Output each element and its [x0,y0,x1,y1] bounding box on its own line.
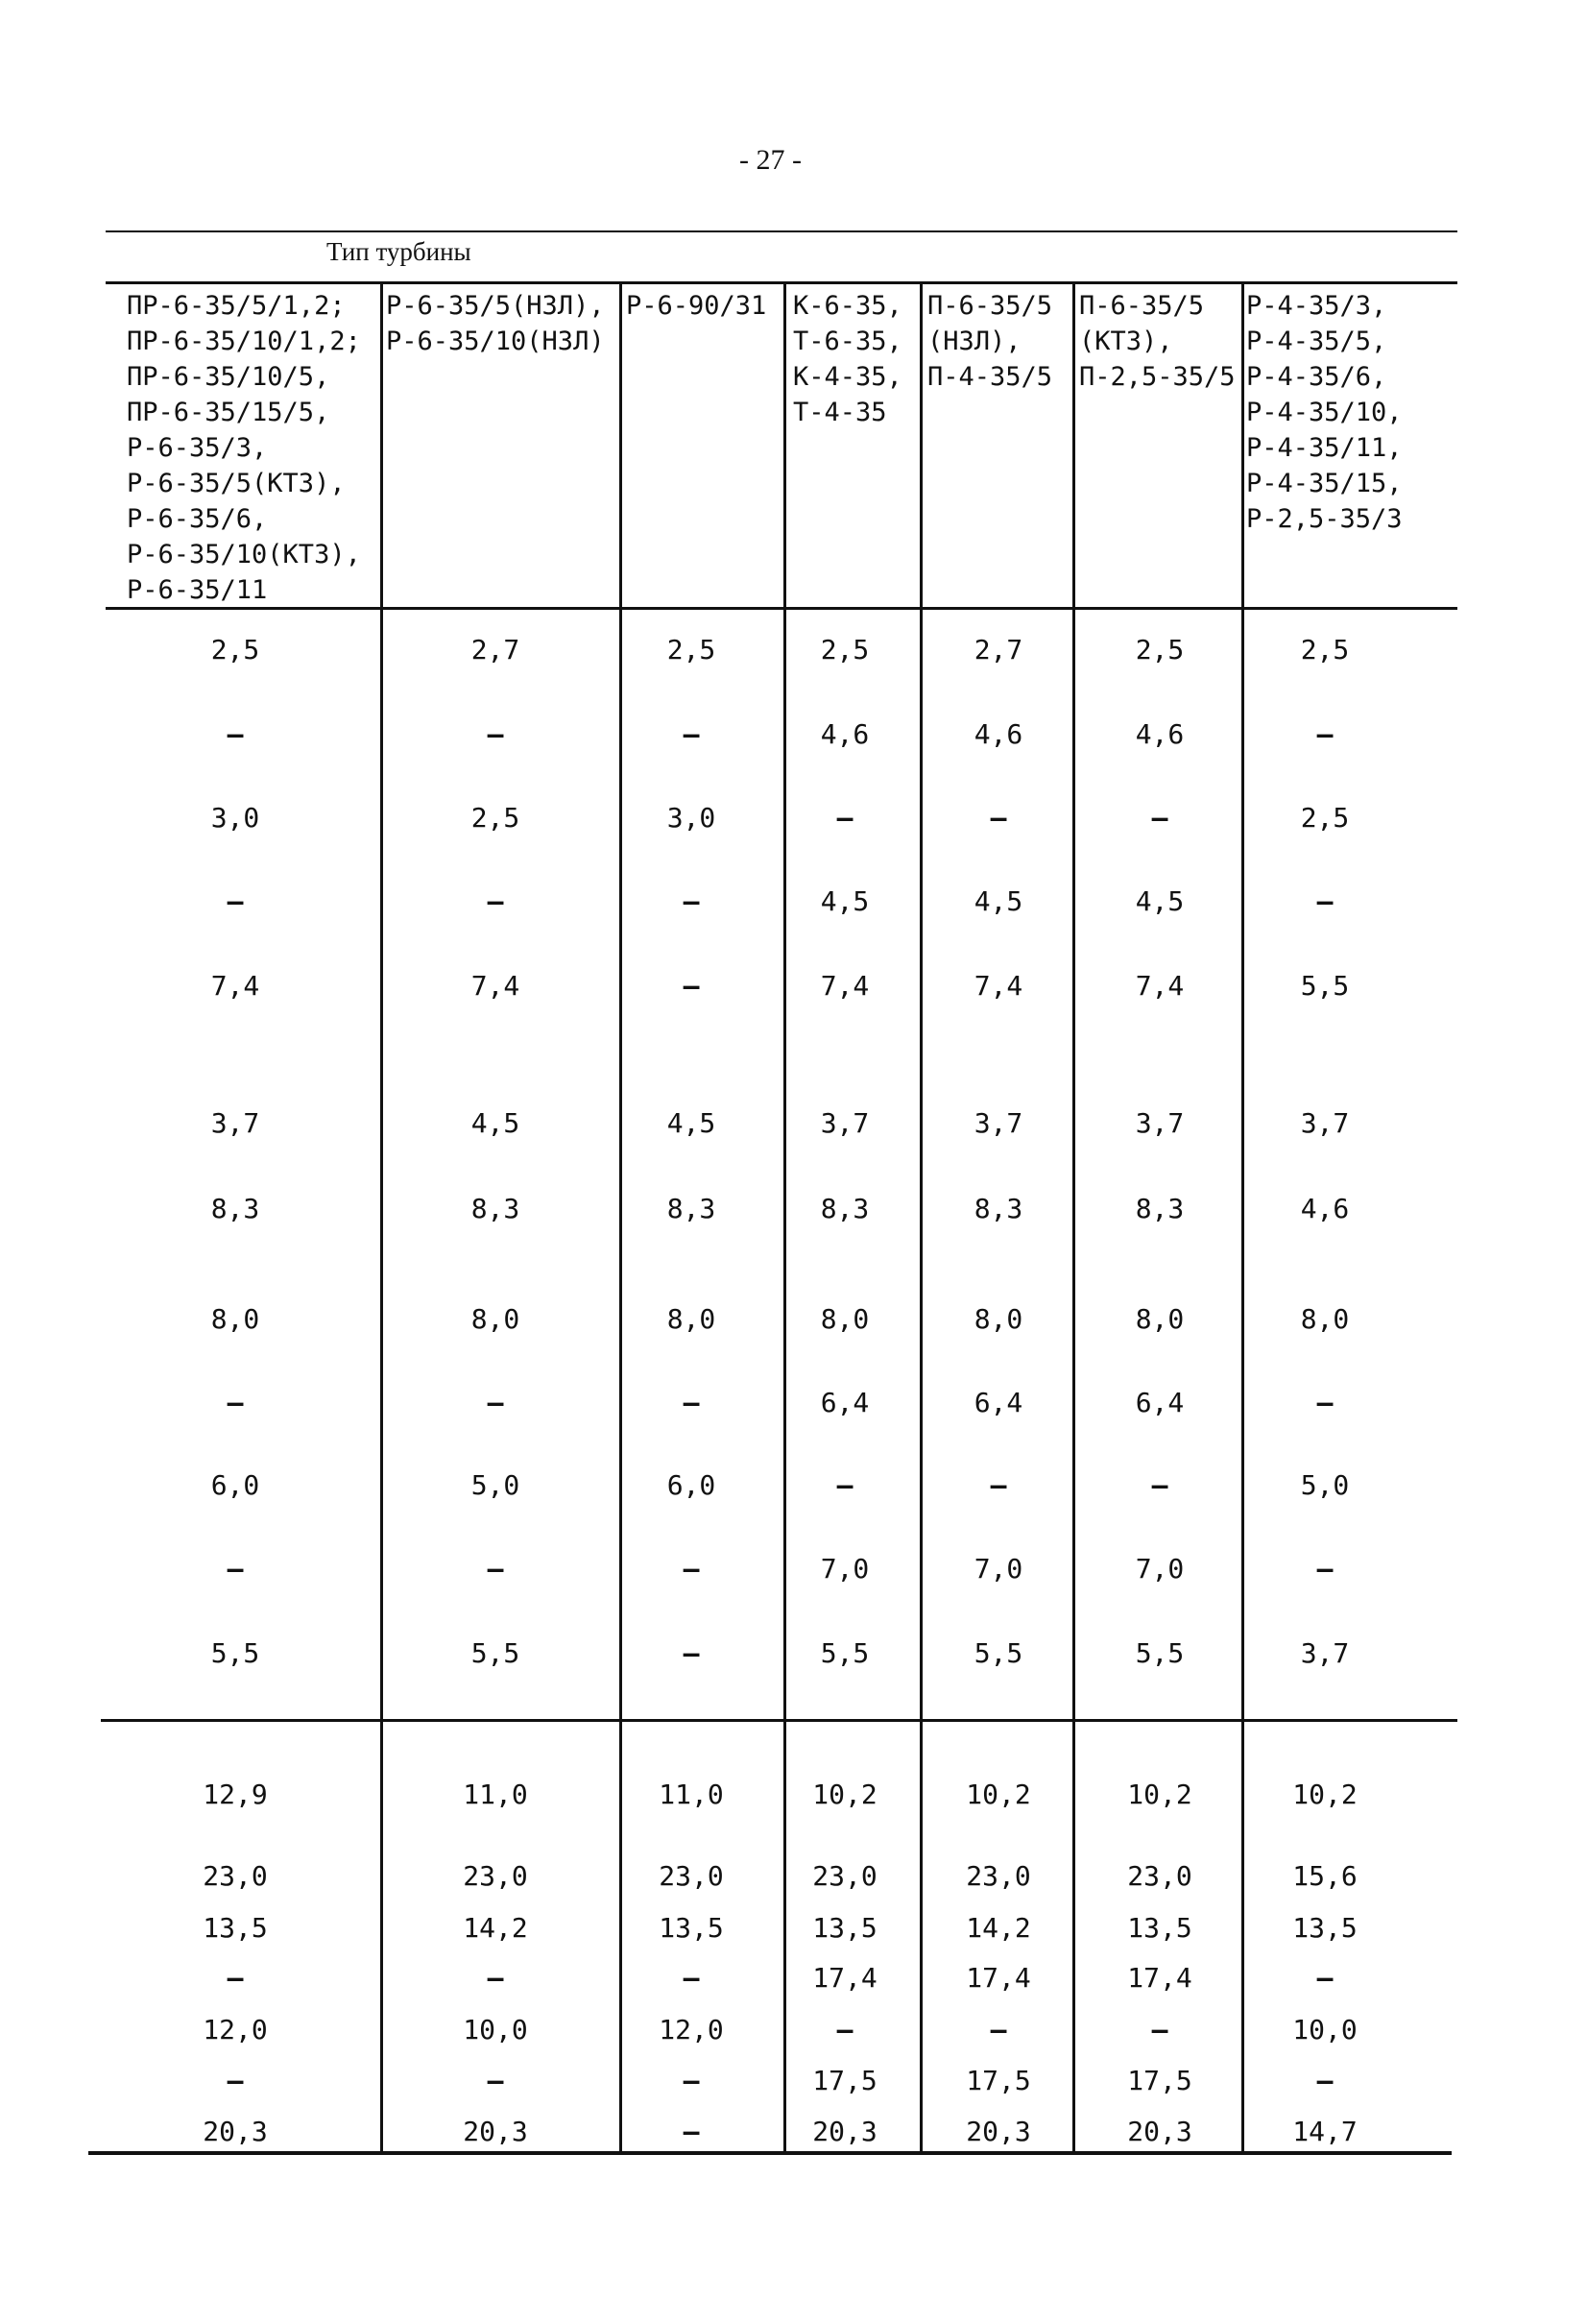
column-header-line: Р-6-35/10(КТЗ), [127,540,361,569]
table-cell: 10,0 [463,2014,528,2046]
table-cell: 20,3 [203,2116,268,2147]
table-cell: 20,3 [463,2116,528,2147]
table-cell: 7,0 [820,1553,870,1585]
table-cell: 2,5 [470,802,520,834]
table-cell: – [683,2116,700,2147]
table-cell: 3,7 [820,1107,870,1139]
table-cell: – [1316,1553,1334,1585]
table-cell: 8,0 [1300,1303,1350,1335]
table-cell: 3,7 [974,1107,1023,1139]
table-cell: – [487,1387,504,1418]
table-cell: 5,5 [974,1637,1023,1669]
table-cell: 10,2 [812,1779,878,1810]
table-cell: – [683,885,700,917]
table-cell: 2,5 [1300,802,1350,834]
table-cell: 4,6 [1135,718,1185,750]
table-cell: 23,0 [463,1860,528,1892]
table-cell: 17,5 [1127,2065,1192,2096]
table-cell: 4,6 [820,718,870,750]
table-cell: 13,5 [203,1912,268,1944]
table-cell: 14,2 [463,1912,528,1944]
table-cell: 7,0 [1135,1553,1185,1585]
column-header-line: К-6-35, [793,291,902,321]
table-cell: 8,3 [820,1193,870,1224]
column-header-line: Т-6-35, [793,327,902,356]
column-divider [783,283,786,2151]
table-cell: – [487,1553,504,1585]
table-cell: 20,3 [1127,2116,1192,2147]
table-cell: – [1151,1469,1168,1501]
table-cell: 4,5 [974,885,1023,917]
table-cell: – [1316,2065,1334,2096]
table-cell: – [683,1553,700,1585]
page-number: - 27 - [739,144,802,176]
table-top-rule [106,230,1457,232]
table-cell: – [1151,2014,1168,2046]
table-cell: – [1316,718,1334,750]
table-cell: 14,7 [1292,2116,1358,2147]
column-header-line: Р-4-35/10, [1246,398,1403,427]
table-cell: – [227,1387,244,1418]
header-rule [106,281,1457,284]
table-cell: 12,9 [203,1779,268,1810]
table-cell: 8,0 [210,1303,260,1335]
column-header-line: Р-4-35/15, [1246,469,1403,498]
column-divider [1241,283,1244,2151]
table-cell: 8,0 [1135,1303,1185,1335]
table-cell: – [227,2065,244,2096]
column-header-line: Р-6-35/10(НЗЛ) [386,327,605,356]
table-cell: 8,3 [210,1193,260,1224]
table-cell: 6,4 [1135,1387,1185,1418]
table-cell: 12,0 [203,2014,268,2046]
column-header [793,288,902,430]
column-header [626,288,766,324]
table-cell: 5,0 [470,1469,520,1501]
column-header-line: Р-6-90/31 [626,291,767,321]
table-cell: 10,2 [1292,1779,1358,1810]
table-cell: – [1316,1387,1334,1418]
column-header-line: ПР-6-35/15/5, [127,398,330,427]
column-header-line: Р-6-35/6, [127,504,268,534]
column-header-line: Р-4-35/6, [1246,362,1387,392]
table-cell: 2,7 [974,634,1023,666]
table-cell: – [836,802,854,834]
table-cell: 5,5 [1300,970,1350,1002]
table-cell: 8,0 [974,1303,1023,1335]
header-title: Тип турбины [326,237,471,266]
table-cell: 5,0 [1300,1469,1350,1501]
table-cell: 17,4 [966,1962,1031,1994]
table-cell: 4,5 [1135,885,1185,917]
table-cell: 15,6 [1292,1860,1358,1892]
table-cell: 13,5 [1127,1912,1192,1944]
column-header-line: П-6-35/5 [1079,291,1205,321]
table-cell: 23,0 [203,1860,268,1892]
column-header-line: К-4-35, [793,362,902,392]
column-header-line: П-6-35/5 [927,291,1053,321]
table-cell: 8,0 [470,1303,520,1335]
column-header-line: ПР-6-35/10/1,2; [127,327,361,356]
table-cell: – [1316,885,1334,917]
table-cell: 20,3 [966,2116,1031,2147]
column-header-line: Т-4-35 [793,398,887,427]
table-cell: 13,5 [1292,1912,1358,1944]
table-cell: 17,4 [812,1962,878,1994]
table-cell: 6,0 [666,1469,716,1501]
table-cell: 3,0 [210,802,260,834]
table-cell: 3,7 [210,1107,260,1139]
column-header-line: Р-4-35/3, [1246,291,1387,321]
table-cell: – [990,1469,1007,1501]
table-cell: 8,3 [666,1193,716,1224]
table-cell: 3,7 [1300,1107,1350,1139]
column-header-line: Р-6-35/5(КТЗ), [127,469,346,498]
column-divider [920,283,923,2151]
table-cell: 3,0 [666,802,716,834]
table-cell: 2,5 [1135,634,1185,666]
table-cell: 10,2 [966,1779,1031,1810]
table-cell: 7,4 [210,970,260,1002]
table-cell: 23,0 [812,1860,878,1892]
table-cell: – [990,2014,1007,2046]
table-cell: – [683,1962,700,1994]
column-header-line: Р-6-35/5(НЗЛ), [386,291,605,321]
table-cell: 23,0 [1127,1860,1192,1892]
table-cell: 5,5 [820,1637,870,1669]
table-cell: 8,3 [1135,1193,1185,1224]
column-header-line: ПР-6-35/5/1,2; [127,291,346,321]
table-cell: 8,3 [470,1193,520,1224]
table-cell: 11,0 [659,1779,724,1810]
table-cell: 8,3 [974,1193,1023,1224]
table-cell: – [227,1962,244,1994]
table-cell: 2,5 [820,634,870,666]
column-header-line: Р-2,5-35/3 [1246,504,1403,534]
table-cell: – [683,718,700,750]
table-cell: 12,0 [659,2014,724,2046]
table-cell: – [683,970,700,1002]
table-cell: – [836,2014,854,2046]
table-cell: – [1316,1962,1334,1994]
section-rule [101,1719,1457,1722]
table-cell: 17,5 [966,2065,1031,2096]
table-cell: 17,5 [812,2065,878,2096]
table-cell: – [227,885,244,917]
table-cell: 7,4 [470,970,520,1002]
table-cell: 11,0 [463,1779,528,1810]
table-cell: 5,5 [210,1637,260,1669]
table-cell: – [836,1469,854,1501]
table-cell: 2,5 [1300,634,1350,666]
table-cell: 6,4 [820,1387,870,1418]
table-cell: 7,4 [820,970,870,1002]
table-cell: 10,0 [1292,2014,1358,2046]
column-header [386,288,605,359]
column-header [1079,288,1236,395]
table-cell: 8,0 [820,1303,870,1335]
table-cell: – [487,718,504,750]
column-header [1246,288,1403,537]
table-cell: 13,5 [812,1912,878,1944]
table-cell: 4,5 [470,1107,520,1139]
table-cell: 13,5 [659,1912,724,1944]
table-cell: 2,5 [210,634,260,666]
table-cell: 7,4 [1135,970,1185,1002]
table-cell: 7,0 [974,1553,1023,1585]
table-cell: 2,7 [470,634,520,666]
table-cell: 17,4 [1127,1962,1192,1994]
table-cell: – [683,2065,700,2096]
table-cell: – [990,802,1007,834]
table-cell: 4,5 [820,885,870,917]
table-cell: – [1151,802,1168,834]
table-bottom-rule [88,2151,1452,2155]
table-cell: 23,0 [966,1860,1031,1892]
table-cell: – [227,1553,244,1585]
table-cell: – [227,718,244,750]
table-cell: 2,5 [666,634,716,666]
column-header-line: Р-6-35/3, [127,433,268,463]
column-header-line: Р-4-35/11, [1246,433,1403,463]
table-cell: 6,0 [210,1469,260,1501]
table-cell: 8,0 [666,1303,716,1335]
column-header-line: П-4-35/5 [927,362,1053,392]
table-cell: 3,7 [1135,1107,1185,1139]
table-cell: 4,6 [974,718,1023,750]
table-cell: – [487,2065,504,2096]
table-cell: – [487,885,504,917]
table-cell: 14,2 [966,1912,1031,1944]
column-header [927,288,1052,395]
table-cell: 10,2 [1127,1779,1192,1810]
table-cell: 5,5 [470,1637,520,1669]
column-header-line: Р-6-35/11 [127,575,268,605]
table-cell: 3,7 [1300,1637,1350,1669]
table-cell: 20,3 [812,2116,878,2147]
table-cell: 23,0 [659,1860,724,1892]
column-divider [619,283,622,2151]
table-cell: 6,4 [974,1387,1023,1418]
column-header-line: (НЗЛ), [927,327,1022,356]
table-cell: 4,6 [1300,1193,1350,1224]
table-cell: 7,4 [974,970,1023,1002]
table-cell: 5,5 [1135,1637,1185,1669]
table-cell: – [683,1387,700,1418]
table-cell: – [487,1962,504,1994]
column-header-line: П-2,5-35/5 [1079,362,1236,392]
column-divider [1072,283,1075,2151]
table-cell: – [683,1637,700,1669]
column-divider [380,283,383,2151]
table-cell: 4,5 [666,1107,716,1139]
column-header [127,288,361,608]
column-header-line: Р-4-35/5, [1246,327,1387,356]
column-header-line: (КТЗ), [1079,327,1173,356]
column-header-line: ПР-6-35/10/5, [127,362,330,392]
